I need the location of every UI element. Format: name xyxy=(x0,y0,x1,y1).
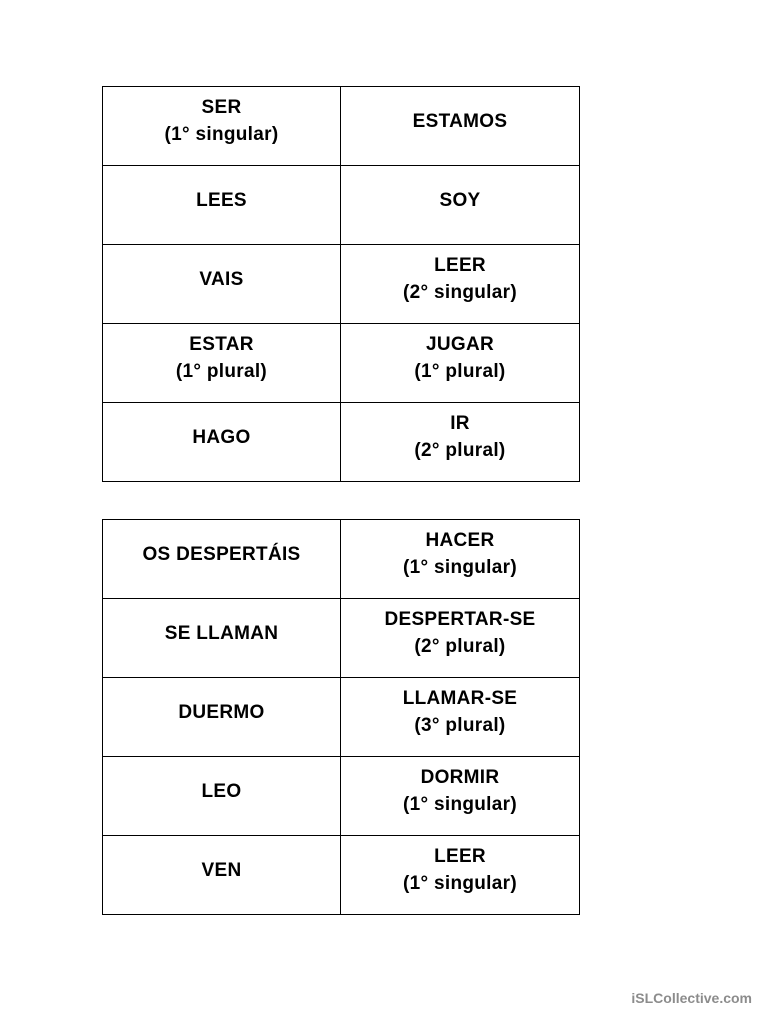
card-cell xyxy=(103,599,341,678)
card-line: LLAMAR-SE xyxy=(402,688,518,709)
card-cell xyxy=(103,166,341,245)
card-cell xyxy=(103,87,341,166)
card-line: ESTAR xyxy=(189,334,254,355)
card-cell xyxy=(103,403,341,482)
card-cell xyxy=(103,324,341,403)
card-line: (2° singular) xyxy=(403,282,517,303)
table-row xyxy=(103,324,580,403)
card-line: LEER xyxy=(434,255,486,276)
card-cell xyxy=(341,757,580,836)
card-line: (2° plural) xyxy=(414,440,506,461)
card-line: HAGO xyxy=(192,426,251,448)
table-row xyxy=(103,678,580,757)
card-cell xyxy=(341,324,580,403)
card-line: LEO xyxy=(201,780,242,802)
card-line: VAIS xyxy=(199,268,244,290)
card-cell xyxy=(341,520,580,599)
card-line: (1° plural) xyxy=(175,361,268,382)
card-line: DORMIR xyxy=(420,767,500,788)
card-line: LEER xyxy=(434,846,486,867)
card-line: SE LLAMAN xyxy=(164,622,279,644)
table-row xyxy=(103,836,580,915)
card-line: (1° singular) xyxy=(164,124,279,145)
card-cell xyxy=(103,757,341,836)
card-cell xyxy=(341,245,580,324)
card-cell xyxy=(103,245,341,324)
card-line: JUGAR xyxy=(425,334,494,355)
card-line: (1° singular) xyxy=(403,794,517,815)
card-line: (1° singular) xyxy=(403,557,517,578)
table-row xyxy=(103,245,580,324)
card-line: LEES xyxy=(196,189,247,211)
table-row xyxy=(103,166,580,245)
card-line: SER xyxy=(201,97,242,118)
card-cell xyxy=(103,836,341,915)
watermark: iSLCollective.com xyxy=(631,990,752,1006)
card-line: (2° plural) xyxy=(414,636,506,657)
card-cell xyxy=(103,678,341,757)
card-line: SOY xyxy=(439,189,481,211)
table-row xyxy=(103,520,580,599)
card-cell xyxy=(341,599,580,678)
card-cell xyxy=(341,678,580,757)
card-line: (1° singular) xyxy=(403,873,517,894)
card-line: DESPERTAR-SE xyxy=(384,609,536,630)
card-line: (3° plural) xyxy=(414,715,506,736)
card-line: ESTAMOS xyxy=(412,110,508,132)
card-line: (1° plural) xyxy=(414,361,506,382)
card-table-1 xyxy=(102,86,580,482)
card-line: OS DESPERTÁIS xyxy=(142,543,301,565)
card-cell xyxy=(341,836,580,915)
card-line: IR xyxy=(450,413,470,434)
card-line: HACER xyxy=(425,530,495,551)
table-row xyxy=(103,403,580,482)
card-line: VEN xyxy=(201,859,242,881)
card-cell xyxy=(341,87,580,166)
card-cell xyxy=(341,403,580,482)
card-table-2 xyxy=(102,519,580,915)
card-cell xyxy=(103,520,341,599)
card-cell xyxy=(341,166,580,245)
table-row xyxy=(103,87,580,166)
table-row xyxy=(103,599,580,678)
card-line: DUERMO xyxy=(178,701,265,723)
table-row xyxy=(103,757,580,836)
